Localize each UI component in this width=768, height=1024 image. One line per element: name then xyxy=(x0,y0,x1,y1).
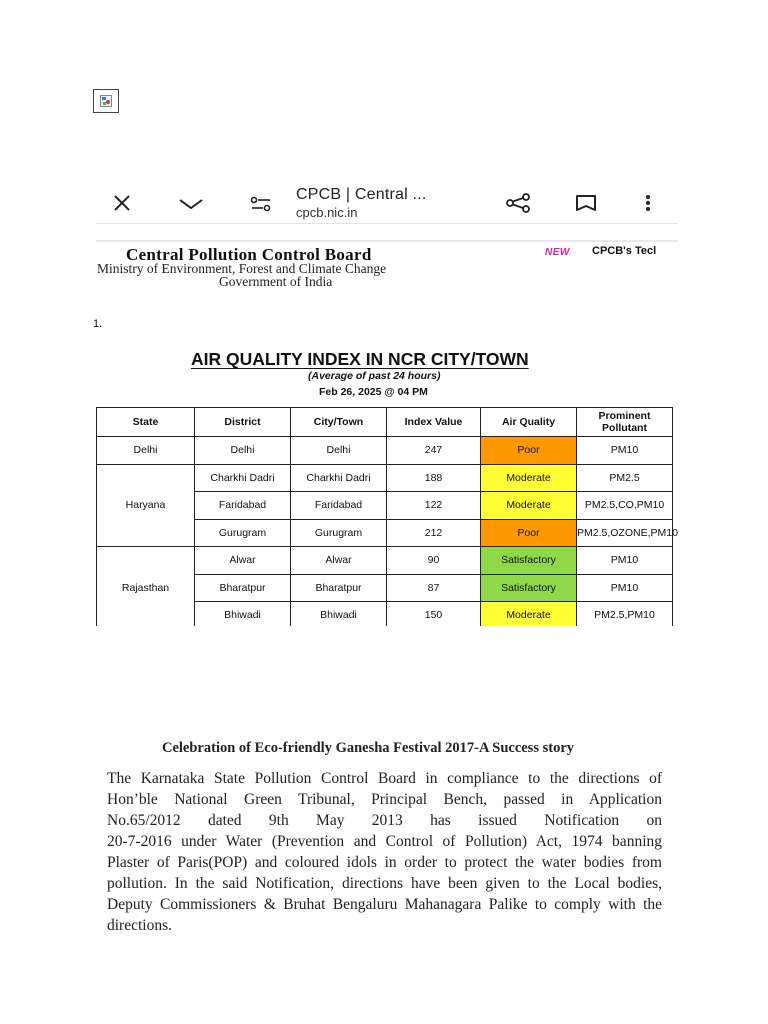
site-title[interactable]: CPCB | Central ... xyxy=(296,186,427,203)
district-cell: Bhiwadi xyxy=(195,602,291,627)
index-cell: 247 xyxy=(387,437,481,465)
bookmark-icon[interactable] xyxy=(575,194,597,217)
aqi-table xyxy=(96,407,678,626)
quality-cell: Poor xyxy=(481,437,577,465)
article-title: Celebration of Eco-friendly Ganesha Festival 2017-A Success story xyxy=(162,740,575,756)
index-cell: 150 xyxy=(387,602,481,627)
city-cell: Bhiwadi xyxy=(291,602,387,627)
article-body xyxy=(107,768,662,936)
header-divider xyxy=(96,240,678,242)
index-cell: 122 xyxy=(387,492,481,520)
table-row xyxy=(97,437,673,465)
state-cell: Haryana xyxy=(97,464,195,547)
pollutant-cell: PM2.5,PM10 xyxy=(577,602,673,627)
city-cell: Faridabad xyxy=(291,492,387,520)
quality-cell: Moderate xyxy=(481,492,577,520)
aqi-date: Feb 26, 2025 @ 04 PM xyxy=(319,386,428,398)
city-cell: Delhi xyxy=(291,437,387,465)
article-line: No.65/2012 dated 9th May 2013 has issued Notification on xyxy=(107,812,662,829)
table-row xyxy=(97,464,673,492)
more-vert-icon[interactable] xyxy=(644,194,652,217)
article-line: 20-7-2016 under Water (Prevention and Control of Pollution) Act, 1974 banning xyxy=(107,833,662,850)
chevron-down-icon[interactable] xyxy=(178,197,204,215)
cpcb-tech-link[interactable]: CPCB's Tecl xyxy=(592,245,657,257)
cpcb-government: Government of India xyxy=(219,274,333,289)
table-header-cell: City/Town xyxy=(291,408,387,437)
pollutant-cell: PM10 xyxy=(577,574,673,602)
quality-cell: Poor xyxy=(481,519,577,547)
index-cell: 188 xyxy=(387,464,481,492)
pollutant-cell: PM2.5 xyxy=(577,464,673,492)
pollutant-cell: PM2.5,CO,PM10 xyxy=(577,492,673,520)
table-header-row xyxy=(97,408,673,437)
table-header-cell: State xyxy=(97,408,195,437)
pollutant-cell: PM2.5,OZONE,PM10 xyxy=(577,519,673,547)
new-badge: NEW xyxy=(545,247,570,258)
district-cell: Alwar xyxy=(195,547,291,575)
quality-cell: Moderate xyxy=(481,602,577,627)
aqi-subtitle: (Average of past 24 hours) xyxy=(308,370,441,382)
cpcb-title: Central Pollution Control Board xyxy=(126,245,372,264)
city-cell: Alwar xyxy=(291,547,387,575)
table-row xyxy=(97,547,673,575)
state-cell: Delhi xyxy=(97,437,195,465)
broken-image-icon xyxy=(93,89,119,113)
close-icon[interactable] xyxy=(112,194,132,217)
quality-cell: Satisfactory xyxy=(481,574,577,602)
tune-icon[interactable] xyxy=(250,196,272,217)
index-cell: 90 xyxy=(387,547,481,575)
district-cell: Bharatpur xyxy=(195,574,291,602)
share-icon[interactable] xyxy=(505,193,531,218)
aqi-title: AIR QUALITY INDEX IN NCR CITY/TOWN xyxy=(191,349,529,369)
index-cell: 212 xyxy=(387,519,481,547)
quality-cell: Satisfactory xyxy=(481,547,577,575)
table-header-cell: Prominent Pollutant xyxy=(577,408,673,437)
table-header-cell: District xyxy=(195,408,291,437)
city-cell: Gurugram xyxy=(291,519,387,547)
article-line: Hon’ble National Green Tribunal, Principal Bench, passed in Application xyxy=(107,791,662,808)
state-cell: Rajasthan xyxy=(97,547,195,627)
quality-cell: Moderate xyxy=(481,464,577,492)
table-header-cell: Index Value xyxy=(387,408,481,437)
browser-toolbar xyxy=(96,180,678,224)
article-line: Plaster of Paris(POP) and coloured idols in order to protect the water bodies from xyxy=(107,854,662,871)
district-cell: Delhi xyxy=(195,437,291,465)
pollutant-cell: PM10 xyxy=(577,547,673,575)
pollutant-cell: PM10 xyxy=(577,437,673,465)
cpcb-ministry: Ministry of Environment, Forest and Climate Change xyxy=(97,261,387,276)
city-cell: Bharatpur xyxy=(291,574,387,602)
list-number: 1. xyxy=(93,318,103,330)
toolbar-divider xyxy=(96,223,678,224)
article-line: The Karnataka State Pollution Control Board in compliance to the directions of xyxy=(107,770,662,787)
article-line: pollution. In the said Notification, directions have been given to the Local bodies, xyxy=(107,875,662,892)
index-cell: 87 xyxy=(387,574,481,602)
district-cell: Gurugram xyxy=(195,519,291,547)
site-url[interactable]: cpcb.nic.in xyxy=(296,205,358,220)
city-cell: Charkhi Dadri xyxy=(291,464,387,492)
district-cell: Faridabad xyxy=(195,492,291,520)
article-line: directions. xyxy=(107,917,172,934)
article-line: Deputy Commissioners & Bruhat Bengaluru Mahanagara Palike to comply with the xyxy=(107,896,662,913)
aqi-table-container xyxy=(96,407,678,626)
table-header-cell: Air Quality xyxy=(481,408,577,437)
district-cell: Charkhi Dadri xyxy=(195,464,291,492)
